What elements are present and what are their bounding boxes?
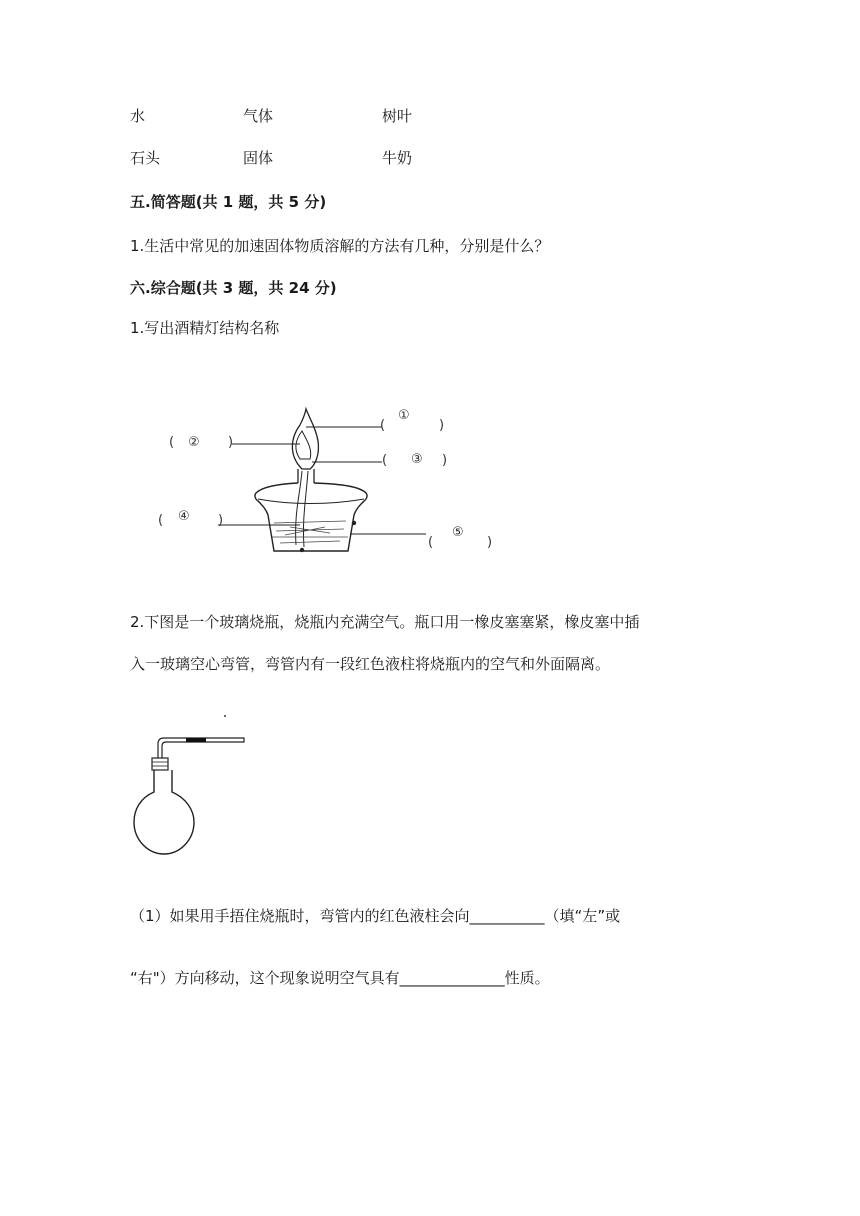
lamp-alcohol — [272, 521, 348, 543]
lamp-label-4-close: ) — [218, 513, 224, 528]
lamp-label-4-number: ④ — [178, 509, 190, 524]
lamp-spot — [300, 548, 304, 552]
lamp-label-3-open: ( — [382, 453, 388, 468]
lamp-label-4-open: ( — [158, 513, 164, 528]
section-6-heading: 六.综合题(共 3 题，共 24 分) — [130, 279, 337, 297]
match-item-water: 水 — [130, 107, 146, 125]
section-5-heading: 五.简答题(共 1 题，共 5 分) — [130, 193, 327, 211]
section-6-question-1: 1.写出酒精灯结构名称 — [130, 319, 280, 337]
lamp-label-5-number: ⑤ — [452, 525, 464, 540]
lamp-label-1-open: ( — [380, 418, 386, 433]
lamp-label-1-close: ) — [439, 418, 445, 433]
red-liquid-column — [186, 738, 206, 742]
section-5-question-1: 1.生活中常见的加速固体物质溶解的方法有几种，分别是什么？ — [130, 237, 550, 255]
lamp-label-1-number: ① — [398, 408, 410, 423]
lamp-label-2-close: ) — [228, 435, 234, 450]
lamp-flame-outer — [292, 409, 318, 469]
match-item-gas: 气体 — [243, 107, 274, 125]
section-6-question-2-sub-1-line-1: （1）如果用手捂住烧瓶时，弯管内的红色液柱会向__________（填“左”或 — [130, 907, 621, 925]
lamp-label-3-number: ③ — [411, 452, 423, 467]
lamp-label-5-close: ) — [487, 535, 493, 550]
flask-diagram — [130, 710, 260, 860]
lamp-label-2-number: ② — [188, 435, 200, 450]
lamp-label-2-open: ( — [169, 435, 175, 450]
lamp-label-3-close: ) — [442, 453, 448, 468]
alcohol-lamp-diagram — [150, 395, 510, 570]
rubber-stopper — [152, 758, 168, 770]
lamp-body — [255, 483, 367, 551]
stray-dot — [224, 715, 226, 717]
section-6-question-2-sub-1-line-2: “右"）方向移动，这个现象说明空气具有______________性质。 — [130, 969, 550, 987]
lamp-neck — [298, 469, 314, 483]
match-item-stone: 石头 — [130, 149, 161, 167]
lamp-label-5-open: ( — [428, 535, 434, 550]
flask-body — [134, 770, 194, 854]
lamp-flame-inner — [296, 431, 311, 459]
lamp-body-line — [258, 499, 364, 504]
match-item-milk: 牛奶 — [382, 149, 413, 167]
match-item-solid: 固体 — [243, 149, 274, 167]
lamp-spot — [352, 521, 356, 525]
match-item-leaf: 树叶 — [382, 107, 413, 125]
section-6-question-2-line-2: 入一玻璃空心弯管，弯管内有一段红色液柱将烧瓶内的空气和外面隔离。 — [130, 655, 611, 673]
section-6-question-2-line-1: 2.下图是一个玻璃烧瓶，烧瓶内充满空气。瓶口用一橡皮塞塞紧，橡皮塞中插 — [130, 613, 640, 631]
